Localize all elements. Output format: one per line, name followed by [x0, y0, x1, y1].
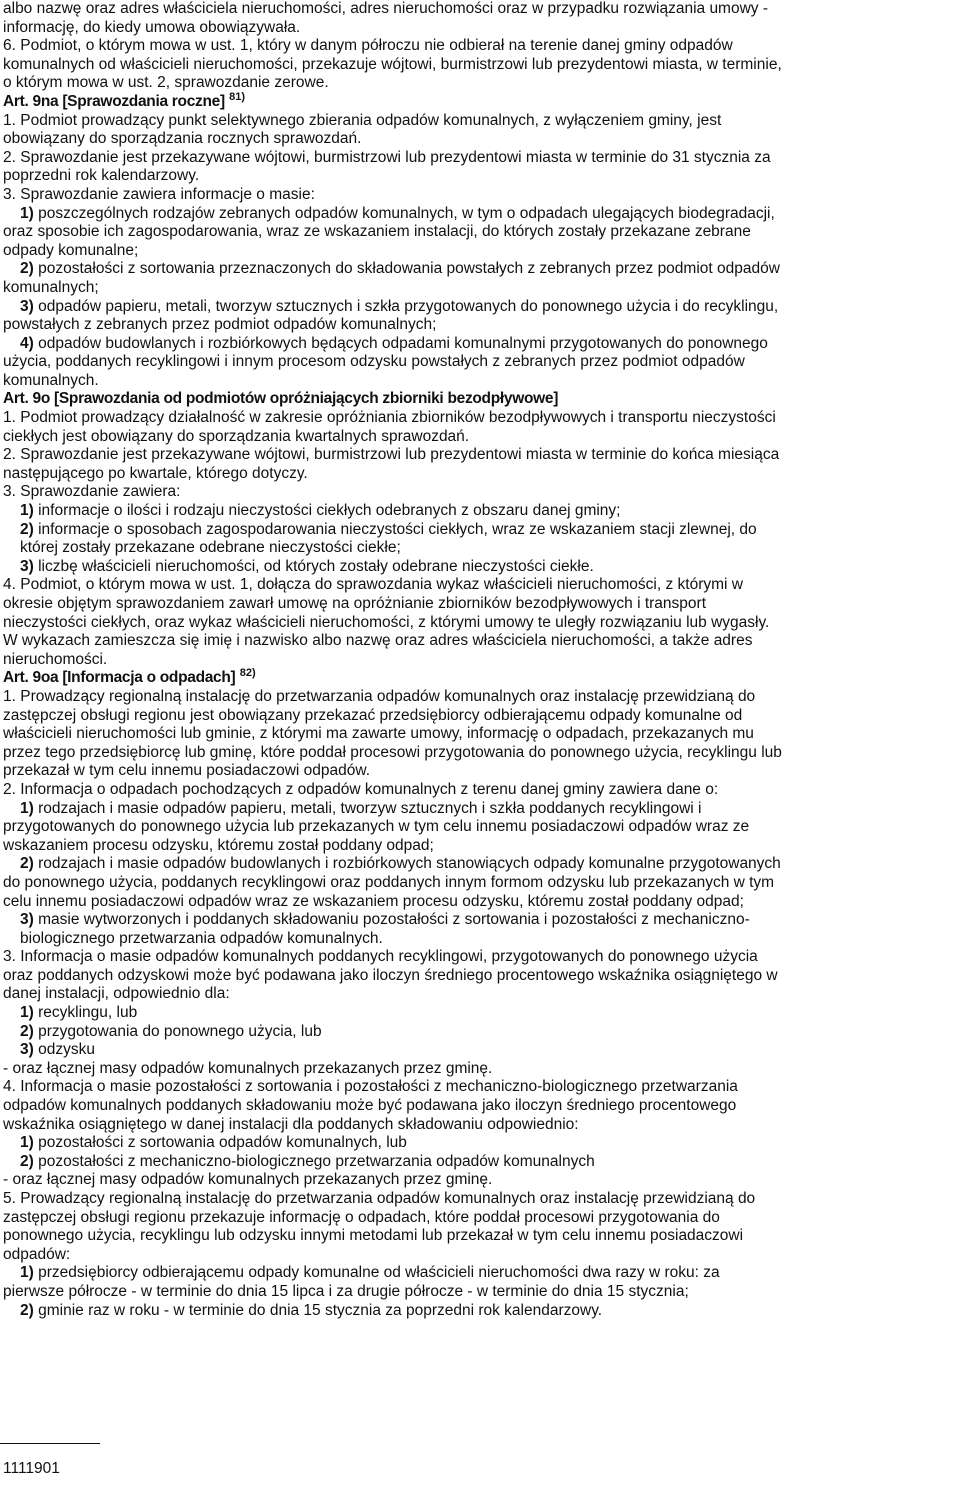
text-line: 3. Sprawozdanie zawiera informacje o masie:: [3, 185, 315, 203]
item-text: gminie raz w roku - w terminie do dnia 15 stycznia za poprzedni rok kalendarzowy.: [38, 1301, 603, 1319]
article-heading-9oa: [3, 669, 953, 688]
text-line: 6. Podmiot, o którym mowa w ust. 1, który w danym półroczu nie odbierał na terenie danej gminy odpadów: [3, 37, 733, 55]
text-line: 2. Sprawozdanie jest przekazywane wójtowi, burmistrzowi lub prezydentowi miasta w terminie do 31 stycznia za: [3, 148, 771, 166]
list-item: [3, 558, 953, 577]
text-line: - oraz łącznej masy odpadów komunalnych przekazanych przez gminę.: [3, 1059, 493, 1077]
list-item: [3, 260, 953, 279]
footnote-ref[interactable]: 81): [229, 90, 246, 103]
article-heading-text: Art. 9oa [Informacja o odpadach]: [3, 669, 236, 687]
text-line: komunalnych.: [3, 371, 99, 389]
text-line: wskaźnika osiągniętego w danej instalacji dla poddanych składowaniu odpowiednio:: [3, 1115, 579, 1133]
text-line: przygotowanych do ponownego użycia lub przekazanych w tym celu innemu posiadaczowi odpadów wraz ze: [3, 818, 750, 836]
item-number: 2): [20, 1301, 34, 1319]
text-line: albo nazwę oraz adres właściciela nieruchomości, adres nieruchomości oraz w przypadku rozwiązania umowy -: [3, 0, 769, 17]
item-text: recyklingu, lub: [38, 1004, 138, 1022]
item-text: odpadów budowlanych i rozbiórkowych będących odpadami komunalnymi przygotowanych do ponownego: [38, 334, 768, 352]
text-line: 1. Podmiot prowadzący działalność w zakresie opróżniania zbiorników bezodpływowych i transportu nieczystości: [3, 409, 776, 427]
text-line: 4. Podmiot, o którym mowa w ust. 1, dołącza do sprawozdania wykaz właścicieli nieruchomości, z którymi w: [3, 576, 743, 594]
text-line: powstałych z zebranych przez podmiot odpadów komunalnych;: [3, 316, 437, 334]
text-line: wskazaniem procesu odzysku, któremu został poddany odpad;: [3, 836, 434, 854]
text-line: następującego po kwartale, którego dotyczy.: [3, 464, 308, 482]
item-text: pozostałości z mechaniczno-biologicznego przetwarzania odpadów komunalnych: [38, 1152, 595, 1170]
text-line: 4. Informacja o masie pozostałości z sortowania i pozostałości z mechaniczno-biologicznego przetwarzania: [3, 1078, 738, 1096]
item-text: przedsiębiorcy odbierającemu odpady komunalne od właścicieli nieruchomości dwa razy w roku: za: [38, 1264, 720, 1282]
text-line: odpadów komunalnych poddanych składowaniu może być podawana jako iloczyn średniego procentowego: [3, 1097, 737, 1115]
item-number: 3): [20, 557, 34, 575]
item-number: 2): [20, 855, 34, 873]
list-item: [3, 1134, 953, 1153]
item-text: rodzajach i masie odpadów papieru, metali, tworzyw sztucznych i szkła poddanych recyklingowi i: [38, 799, 702, 817]
text-line: informację, do kiedy umowa obowiązywała.: [3, 18, 301, 36]
text-line: okresie objętym sprawozdaniem zawarł umowę na opróżnianie zbiorników bezodpływowych i transport: [3, 595, 707, 612]
text-line: 5. Prowadzący regionalną instalację do przetwarzania odpadów komunalnych oraz instalację przewidzianą do: [3, 1190, 756, 1207]
article-heading-text: Art. 9na [Sprawozdania roczne]: [3, 92, 225, 110]
text-line: W wykazach zamieszcza się imię i nazwisko albo nazwę oraz adres właściciela nieruchomości, a także adres: [3, 632, 753, 650]
text-line: zastępczej obsługi regionu przekazuje informację o odpadach, które poddał procesowi przygotowania do: [3, 1208, 720, 1226]
text-line: 2. Sprawozdanie jest przekazywane wójtowi, burmistrzowi lub prezydentowi miasta w terminie do końca miesiąca: [3, 446, 780, 464]
item-text: informacje o sposobach zagospodarowania nieczystości ciekłych, wraz ze wskazaniem stacji zlewnej, do: [38, 520, 757, 538]
page-number: 1111901: [3, 1460, 60, 1477]
text-line: danej instalacji, odpowiednio dla:: [3, 985, 230, 1003]
list-item: [3, 1004, 953, 1023]
list-item: [3, 1302, 953, 1321]
list-item: [3, 911, 953, 930]
footnote-ref[interactable]: 82): [239, 667, 256, 680]
text-line: biologicznego przetwarzania odpadów komunalnych.: [20, 929, 383, 947]
list-item: [3, 502, 953, 521]
text-line: ponownego użycia, recyklingu lub odzysku innymi metodami lub przekazał w tym celu innemu posiadaczowi: [3, 1227, 744, 1245]
text-line: 3. Sprawozdanie zawiera:: [3, 483, 181, 501]
list-item: [3, 1041, 953, 1060]
text-line: - oraz łącznej masy odpadów komunalnych przekazanych przez gminę.: [3, 1171, 493, 1189]
list-item: [3, 1153, 953, 1172]
item-number: 1): [20, 204, 34, 222]
list-item: [3, 1023, 953, 1042]
text-line: nieczystości ciekłych, oraz wykaz właścicieli nieruchomości, z którymi umowy te uległy rozwiązaniu lub wygasły.: [3, 613, 770, 631]
text-line: odpady komunalne;: [3, 241, 139, 259]
list-item: [3, 205, 953, 224]
document-body: [3, 0, 953, 1320]
item-text: odpadów papieru, metali, tworzyw sztucznych i szkła przygotowanych do ponownego użycia i do recyklingu,: [38, 297, 779, 315]
item-text: rodzajach i masie odpadów budowlanych i rozbiórkowych stanowiących odpady komunalne przygotowanych: [38, 855, 781, 873]
text-line: użycia, poddanych recyklingowi i innym procesom odzysku powstałych z zebranych przez podmiot odpadów: [3, 353, 745, 371]
item-number: 1): [20, 502, 34, 520]
text-line: której zostały przekazane odebrane nieczystości ciekłe;: [20, 539, 401, 557]
text-line: poprzedni rok kalendarzowy.: [3, 167, 200, 185]
text-line: 1. Prowadzący regionalną instalację do przetwarzania odpadów komunalnych oraz instalację przewidzianą do: [3, 687, 756, 705]
text-line: oraz sposobie ich zagospodarowania, wraz ze wskazaniem instalacji, do których zostały przekazane zebrane: [3, 223, 751, 241]
item-number: 3): [20, 1041, 34, 1059]
item-number: 3): [20, 297, 34, 315]
text-line: celu innemu posiadaczowi odpadów wraz ze wskazaniem procesu odzysku, któremu został poddany odpad;: [3, 892, 744, 910]
item-number: 3): [20, 911, 34, 929]
item-number: 1): [20, 1264, 34, 1282]
list-item: [3, 855, 953, 874]
article-heading-9o: [3, 390, 953, 409]
text-line: zastępczej obsługi regionu jest obowiązany przekazać przedsiębiorcy odbierającemu odpady komunalne od: [3, 706, 743, 724]
text-line: 2. Informacja o odpadach pochodzących z odpadów komunalnych z terenu danej gminy zawiera dane o:: [3, 780, 719, 798]
list-item: [3, 335, 953, 354]
text-line: ciekłych jest obowiązany do sporządzania kwartalnych sprawozdań.: [3, 427, 470, 445]
text-line: do ponownego użycia, poddanych recyklingowi oraz poddanych innym formom odzysku lub przekazanych w tym: [3, 873, 775, 891]
list-item: [3, 800, 953, 819]
text-line: przekazał w tym celu innemu posiadaczowi odpadów.: [3, 762, 371, 780]
text-line: 1. Podmiot prowadzący punkt selektywnego zbierania odpadów komunalnych, z wyłączeniem gminy, jest: [3, 111, 722, 129]
item-number: 2): [20, 1152, 34, 1170]
item-text: masie wytworzonych i poddanych składowaniu pozostałości z sortowania i pozostałości z mechaniczno-: [38, 911, 750, 929]
list-item: [3, 1264, 953, 1283]
footer-divider: [0, 1443, 100, 1444]
item-number: 1): [20, 799, 34, 817]
item-text: informacje o ilości i rodzaju nieczystości ciekłych odebranych z obszaru danej gminy;: [38, 502, 621, 520]
item-number: 1): [20, 1134, 34, 1152]
text-line: komunalnych od właścicieli nieruchomości, przekazuje wójtowi, burmistrzowi lub prezydentowi miasta, w terminie,: [3, 55, 782, 73]
item-text: poszczególnych rodzajów zebranych odpadów komunalnych, w tym o odpadach ulegających biodegradacji,: [38, 204, 775, 222]
item-text: odzysku: [38, 1041, 95, 1059]
item-number: 1): [20, 1004, 34, 1022]
text-line: przez tego przedsiębiorcę lub gminę, które poddał procesowi przygotowania do ponownego użycia, recyklingu lub: [3, 743, 782, 761]
text-line: nieruchomości.: [3, 650, 108, 668]
text-line: oraz poddanych odzyskowi może być podawana jako iloczyn średniego procentowego wskaźnika osiągniętego w: [3, 966, 778, 984]
item-number: 2): [20, 1022, 34, 1040]
item-text: pozostałości z sortowania przeznaczonych do składowania powstałych z zebranych przez podmiot odpadów: [38, 260, 780, 278]
text-line: odpadów:: [3, 1245, 71, 1263]
text-line: obowiązany do sporządzania rocznych sprawozdań.: [3, 130, 362, 148]
item-text: liczbę właścicieli nieruchomości, od których zostały odebrane nieczystości ciekłe.: [38, 557, 594, 575]
article-heading-text: Art. 9o [Sprawozdania od podmiotów opróżniających zbiorniki bezodpływowe]: [3, 390, 559, 408]
item-number: 2): [20, 520, 34, 538]
text-line: pierwsze półrocze - w terminie do dnia 15 lipca i za drugie półrocze - w terminie do dnia 15 stycznia;: [3, 1282, 689, 1300]
text-line: 3. Informacja o masie odpadów komunalnych poddanych recyklingowi, przygotowanych do ponownego użycia: [3, 948, 758, 966]
text-line: komunalnych;: [3, 278, 99, 296]
item-text: przygotowania do ponownego użycia, lub: [38, 1022, 322, 1040]
item-number: 2): [20, 260, 34, 278]
item-number: 4): [20, 334, 34, 352]
list-item: [3, 298, 953, 317]
text-line: właścicieli nieruchomości lub gminie, z którymi ma zawarte umowy, informację o odpadach, przekazanych mu: [3, 725, 754, 743]
item-text: pozostałości z sortowania odpadów komunalnych, lub: [38, 1134, 407, 1152]
article-heading-9na: [3, 90, 953, 112]
list-item: [3, 521, 953, 540]
text-line: o którym mowa w ust. 2, sprawozdanie zerowe.: [3, 74, 329, 92]
